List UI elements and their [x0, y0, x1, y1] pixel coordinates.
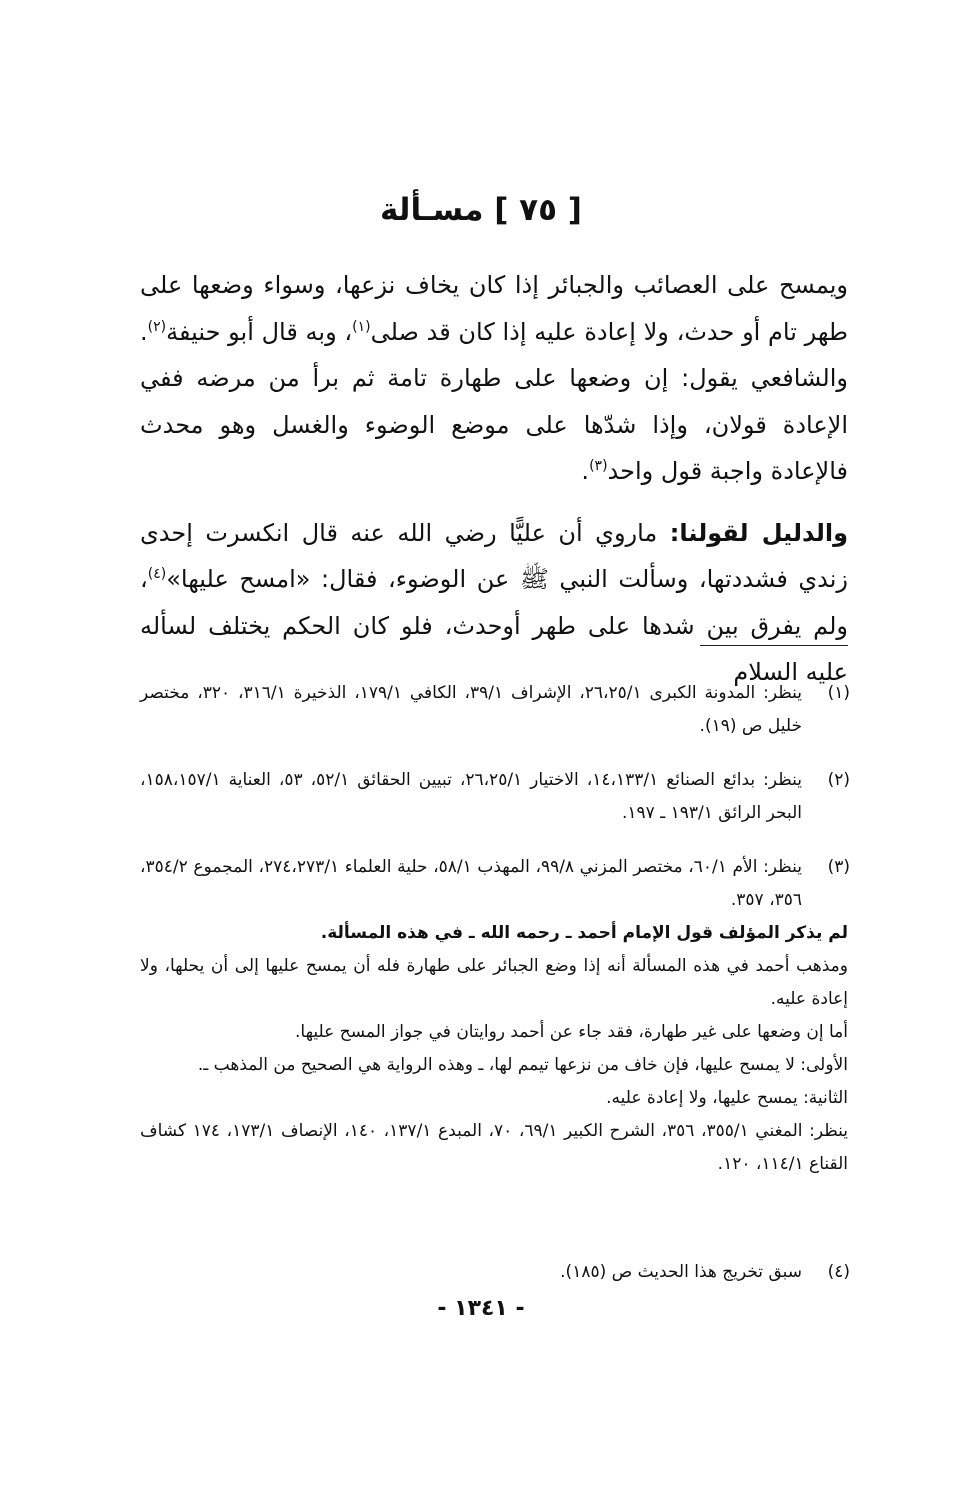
issue-heading: [ ٧٥ ] مسـألة — [380, 192, 582, 228]
paragraph-ruling-part3: . والشافعي يقول: إن وضعها على طهارة تامة ثم برأ من مرضه ففي الإعادة قولان، وإذا شدّها على موضع الوضوء والغسل وهو محدث فالإعادة واجبة قول واحد — [140, 317, 848, 485]
footnote-2 — [140, 764, 848, 830]
paragraph-ruling — [140, 262, 848, 495]
paragraph-evidence-part1: ماروي أن عليًّا رضي الله عنه قال انكسرت إحدى زندي فشددتها، وسألت النبي ﷺ عن الوضوء، فقال: «امسح عليها» — [140, 518, 848, 593]
footnote-3-references: ينظر: المغني ٣٥٥/١، ٣٥٦، الشرح الكبير ٦٩/١، ٧٠، المبدع ١٣٧/١، ١٤٠، الإنصاف ١٧٣/١، ١٧٤ كشاف القناع ١١٤/١، ١٢٠. — [140, 1121, 849, 1174]
footnote-1 — [140, 677, 848, 743]
footnote-4-text: سبق تخريج هذا الحديث ص (١٨٥). — [560, 1262, 802, 1282]
footnote-4 — [140, 1256, 848, 1289]
footnote-ref-3[interactable]: (٣) — [589, 458, 608, 474]
footnote-3 — [140, 851, 848, 1181]
page-number: - ١٣٤١ - — [437, 1296, 525, 1321]
footnote-3-second-narration: الثانية: يمسح عليها، ولا إعادة عليه. — [606, 1088, 848, 1108]
footnote-ref-2[interactable]: (٢) — [147, 318, 167, 335]
footnote-3-two-narrations: أما إن وضعها على غير طهارة، فقد جاء عن أحمد روايتان في جواز المسح عليها. — [295, 1022, 848, 1042]
footnote-3-note: لم يذكر المؤلف قول الإمام أحمد ـ رحمه الله ـ في هذه المسألة. — [320, 923, 848, 943]
paragraph-ruling-part2: ، وبه قال أبو حنيفة — [166, 317, 353, 346]
footnote-3-text: ينظر: الأم ٦٠/١، مختصر المزني ٩٩/٨، المهذب ٥٨/١، حلية العلماء ٢٧٤،٢٧٣/١، المجموع ٣٥٤/٢، ٣٥٦، ٣٥٧. — [140, 857, 802, 910]
paragraph-ruling-part1: ويمسح على العصائب والجبائر إذا كان يخاف نزعها، وسواء وضعها على طهر تام أو حدث، ولا إعادة عليه إذا كان قد صلى — [140, 271, 849, 346]
footnote-3-madhhab: ومذهب أحمد في هذه المسألة أنه إذا وضع الجبائر على طهارة فله أن يمسح عليها إلى أن يحلها، ولا إعادة عليه. — [140, 956, 848, 1009]
main-text — [140, 262, 848, 696]
footnote-2-text: ينظر: بدائع الصنائع ١٤،١٣٣/١، الاختيار ٢٦،٢٥/١، تبيين الحقائق ٥٢/١، ٥٣، العناية ١٥٨،١٥٧/١، البحر الرائق ١٩٣/١ ـ ١٩٧. — [140, 770, 802, 823]
footnote-3-number: (٣) — [827, 857, 850, 877]
paragraph-ruling-part4: . — [581, 457, 590, 485]
footnote-ref-1[interactable]: (١) — [352, 318, 371, 335]
footnote-1-number: (١) — [827, 683, 850, 703]
footnote-1-text: ينظر: المدونة الكبرى ٢٦،٢٥/١، الإشراف ٣٩/١، الكافي ١٧٩/١، الذخيرة ٣١٦/١، ٣٢٠، مختصر خليل ص (١٩). — [140, 683, 803, 736]
footnote-4-number: (٤) — [827, 1262, 850, 1282]
evidence-lead: والدليل لقولنا: — [669, 518, 848, 547]
footnote-ref-4[interactable]: (٤) — [147, 566, 167, 582]
footnote-2-number: (٢) — [827, 770, 850, 790]
paragraph-evidence-part2: ، ولم يفرق بين شدها على طهر أوحدث، فلو كان الحكم يختلف لسأله عليه السلام — [140, 565, 848, 686]
paragraph-evidence — [140, 510, 848, 696]
footnote-divider — [700, 645, 848, 646]
footnote-3-first-narration: الأولى: لا يمسح عليها، فإن خاف من نزعها تيمم لها، ـ وهذه الرواية هي الصحيح من المذهب ـ. — [197, 1055, 848, 1075]
